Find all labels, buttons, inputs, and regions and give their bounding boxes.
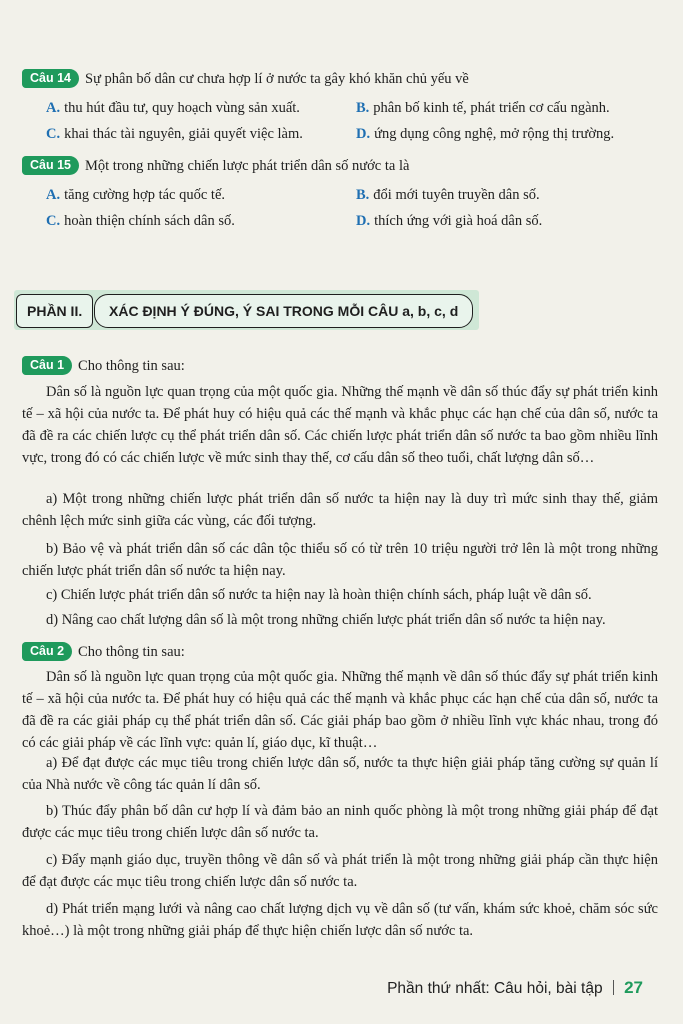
question-1-passage: Dân số là nguồn lực quan trọng của một quốc gia. Những thế mạnh về dân số thúc đẩy sự phát triển kinh tế – xã hội của nước ta. Để phát huy có hiệu quả các thế mạnh và khắc phục các hạn chế của dân số, nước ta đã đề ra các chiến lược cụ thể phát triển dân số. Các chiến lược phát triển dân số nước ta bao gồm nhiều lĩnh vực, trong đó có các chiến lược về mức sinh thay thế, cơ cấu dân số theo tuổi, chất lượng dân số… [22, 384, 658, 466]
option-d[interactable]: D. thích ứng với già hoá dân số. [356, 213, 543, 229]
question-2-header [22, 641, 662, 663]
option-d[interactable]: D. ứng dụng công nghệ, mở rộng thị trường. [356, 126, 615, 142]
question-badge: Câu 2 [22, 642, 72, 661]
question-badge: Câu 14 [22, 69, 79, 88]
section-tag: PHẦN II. [16, 294, 93, 328]
option-a[interactable]: A. thu hút đầu tư, quy hoạch vùng sản xuất. [46, 100, 300, 116]
question-14-options [46, 95, 666, 147]
question-14 [22, 68, 662, 90]
question-badge: Câu 15 [22, 156, 79, 175]
option-c[interactable]: C. khai thác tài nguyên, giải quyết việc làm. [46, 126, 303, 142]
statement-a[interactable]: a) Một trong những chiến lược phát triển dân số nước ta hiện nay là duy trì mức sinh thay thế, giảm chênh lệch mức sinh giữa các vùng, các đối tượng. [22, 491, 658, 529]
statement-b[interactable]: b) Thúc đẩy phân bố dân cư hợp lí và đảm bảo an ninh quốc phòng là một trong những giải pháp để đạt được các mục tiêu trong chiến lược dân số nước ta. [22, 803, 658, 841]
statement-d[interactable]: d) Phát triển mạng lưới và nâng cao chất lượng dịch vụ về dân số (tư vấn, khám sức khoẻ, chăm sóc sức khoẻ…) là một trong những giải pháp để thực hiện chiến lược dân số nước ta. [22, 901, 658, 939]
option-c[interactable]: C. hoàn thiện chính sách dân số. [46, 213, 235, 229]
question-15 [22, 155, 662, 177]
statement-a[interactable]: a) Để đạt được các mục tiêu trong chiến lược dân số, nước ta thực hiện giải pháp tăng cường sự quản lí của Nhà nước về công tác quản lí dân số. [22, 755, 658, 793]
statement-c[interactable]: c) Đẩy mạnh giáo dục, truyền thông về dân số và phát triển là một trong những giải pháp cần thực hiện để đạt được các mục tiêu trong chiến lược dân số nước ta. [22, 852, 658, 890]
statement-c[interactable]: c) Chiến lược phát triển dân số nước ta hiện nay là hoàn thiện chính sách, pháp luật về dân số. [46, 587, 592, 603]
question-15-options [46, 182, 666, 234]
statement-b[interactable]: b) Bảo vệ và phát triển dân số các dân tộc thiểu số có từ trên 10 triệu người trở lên là một trong những chiến lược phát triển dân số nước ta hiện nay. [22, 541, 658, 579]
option-a[interactable]: A. tăng cường hợp tác quốc tế. [46, 187, 226, 203]
question-badge: Câu 1 [22, 356, 72, 375]
question-2-passage: Dân số là nguồn lực quan trọng của một quốc gia. Những thế mạnh về dân số thúc đẩy sự phát triển kinh tế – xã hội của nước ta. Để phát huy có hiệu quả các thế mạnh và khắc phục các hạn chế của dân số, nước ta đã đề ra các giải pháp cụ thể phát triển dân số. Các giải pháp bao gồm ở nhiều lĩnh vực khác nhau, trong đó có các giải pháp về các lĩnh vực: quản lí, giáo dục, kĩ thuật… [22, 669, 658, 751]
question-1-header [22, 355, 662, 377]
page-footer [387, 978, 643, 998]
footer-divider [613, 980, 615, 995]
page-number: 27 [624, 978, 643, 997]
option-b[interactable]: B. phân bố kinh tế, phát triển cơ cấu ngành. [356, 100, 610, 116]
statement-d[interactable]: d) Nâng cao chất lượng dân số là một trong những chiến lược phát triển dân số nước ta hiện nay. [46, 612, 606, 628]
question-text: Một trong những chiến lược phát triển dân số nước ta là [85, 158, 410, 174]
option-b[interactable]: B. đổi mới tuyên truyền dân số. [356, 187, 540, 203]
question-text: Sự phân bố dân cư chưa hợp lí ở nước ta gây khó khăn chủ yếu về [85, 71, 469, 87]
footer-label: Phần thứ nhất: Câu hỏi, bài tập [387, 980, 603, 997]
question-intro: Cho thông tin sau: [78, 358, 185, 374]
section-title: XÁC ĐỊNH Ý ĐÚNG, Ý SAI TRONG MỖI CÂU a, b, c, d [94, 294, 473, 328]
question-intro: Cho thông tin sau: [78, 644, 185, 660]
